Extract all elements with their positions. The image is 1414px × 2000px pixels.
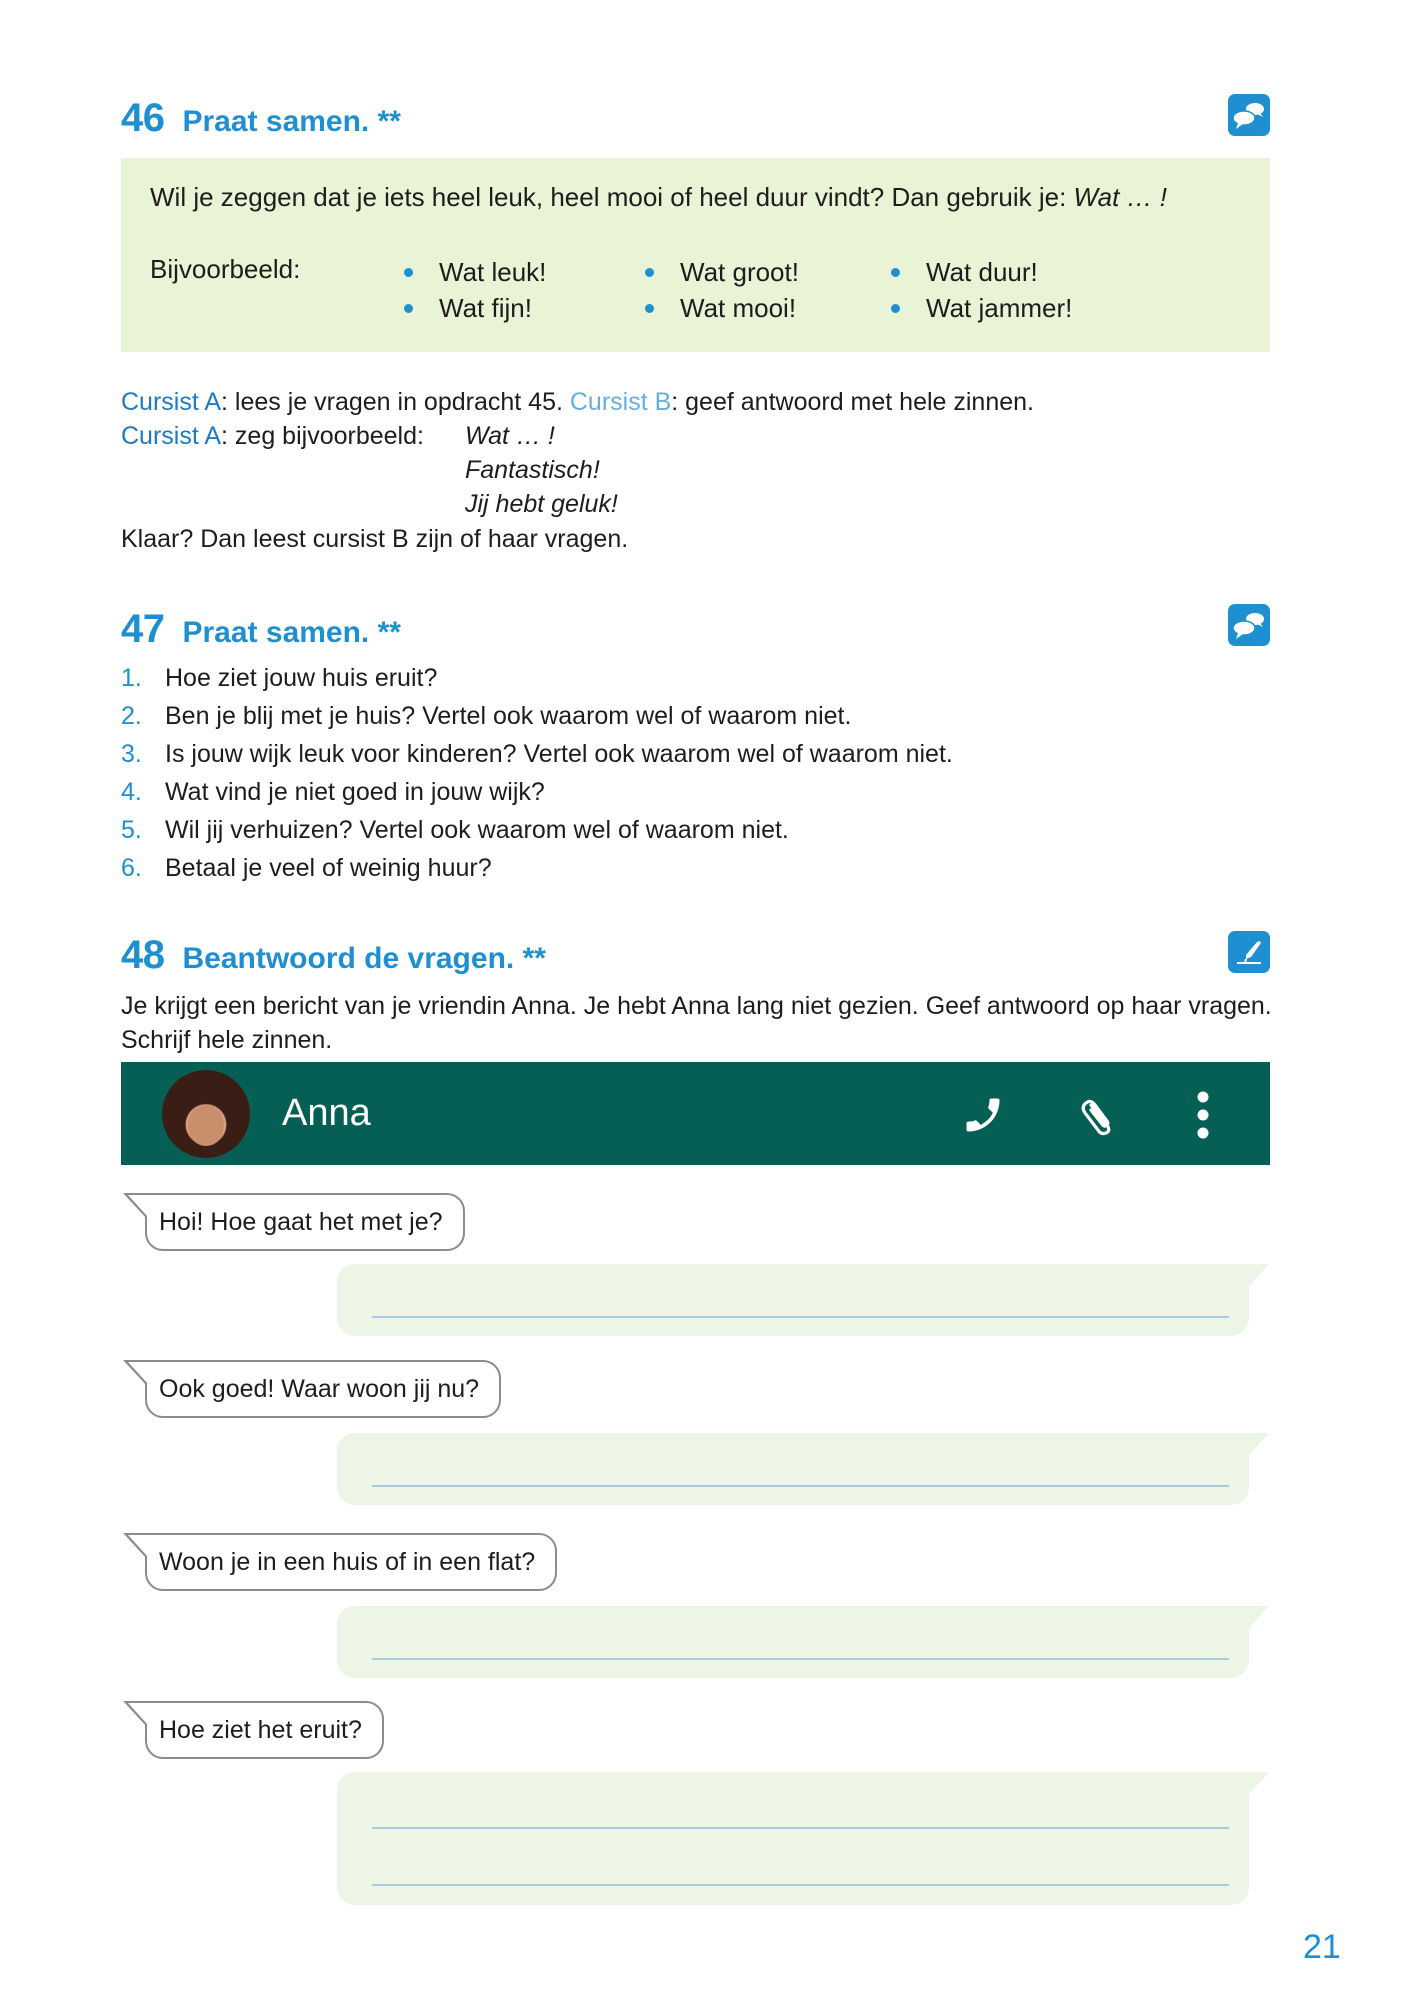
example-label: Bijvoorbeeld: — [150, 254, 301, 284]
example-text: Wat jammer! — [926, 293, 1073, 323]
info-text — [150, 182, 1167, 213]
speaker-a-label: Cursist A — [121, 388, 222, 416]
incoming-message — [145, 1360, 501, 1418]
question-item — [121, 697, 953, 735]
bullet-icon — [645, 304, 654, 313]
answer-bubble[interactable] — [337, 1772, 1249, 1905]
answer-line[interactable] — [372, 1658, 1229, 1660]
example-text: Wat mooi! — [680, 293, 797, 323]
bullet-icon — [891, 304, 900, 313]
example-column-3 — [891, 254, 1072, 326]
bullet-icon — [645, 268, 654, 277]
pen-writing-icon — [1228, 931, 1270, 973]
example-phrase: Fantastisch! — [465, 456, 600, 484]
avatar — [162, 1070, 250, 1158]
bullet-icon — [891, 268, 900, 277]
question-list — [121, 659, 953, 887]
example-item — [891, 254, 1072, 290]
exercise-47-header — [121, 607, 401, 652]
example-item — [645, 254, 799, 290]
exercise-title: Praat samen. ** — [182, 105, 401, 138]
answer-line[interactable] — [372, 1884, 1229, 1886]
example-text: Wat groot! — [680, 257, 799, 287]
question-text: Wat vind je niet goed in jouw wijk? — [165, 778, 545, 806]
instruction-line-1 — [121, 385, 1034, 419]
example-item — [645, 290, 799, 326]
info-text-italic: Wat … ! — [1073, 182, 1167, 212]
instruction-line-2 — [121, 419, 424, 453]
bullet-icon — [404, 304, 413, 313]
exercise-46-header — [121, 96, 401, 141]
info-text-main: Wil je zeggen dat je iets heel leuk, heel mooi of heel duur vindt? Dan gebruik je: — [150, 182, 1074, 212]
contact-name: Anna — [282, 1092, 371, 1134]
question-text: Wil jij verhuizen? Vertel ook waarom wel of waarom niet. — [165, 816, 789, 844]
info-box — [121, 158, 1270, 352]
answer-line[interactable] — [372, 1316, 1229, 1318]
speaker-a-label: Cursist A — [121, 422, 222, 450]
phone-icon[interactable] — [958, 1090, 1008, 1140]
question-item — [121, 811, 953, 849]
question-item — [121, 773, 953, 811]
question-text: Ben je blij met je huis? Vertel ook waarom wel of waarom niet. — [165, 702, 852, 730]
instruction-text: : lees je vragen in opdracht 45. — [221, 388, 570, 416]
question-text: Hoe ziet jouw huis eruit? — [165, 664, 438, 692]
question-number: 5. — [121, 816, 142, 844]
example-text: Wat leuk! — [439, 257, 547, 287]
answer-line[interactable] — [372, 1485, 1229, 1487]
message-text: Hoi! Hoe gaat het met je? — [159, 1207, 443, 1236]
exercise-number: 47 — [121, 607, 165, 651]
question-text: Is jouw wijk leuk voor kinderen? Vertel ook waarom wel of waarom niet. — [165, 740, 953, 768]
answer-line[interactable] — [372, 1827, 1229, 1829]
example-phrase: Wat … ! — [465, 422, 555, 450]
example-text: Wat duur! — [926, 257, 1038, 287]
instruction-text: : zeg bijvoorbeeld: — [221, 422, 424, 450]
bullet-icon — [404, 268, 413, 277]
question-item — [121, 735, 953, 773]
message-text: Woon je in een huis of in een flat? — [159, 1547, 536, 1576]
chat-header — [121, 1062, 1270, 1165]
speaker-b-label: Cursist B — [569, 388, 672, 416]
incoming-message — [145, 1701, 384, 1759]
exercise-number: 48 — [121, 933, 165, 977]
speech-bubbles-icon — [1228, 604, 1270, 646]
question-number: 3. — [121, 740, 142, 768]
example-item — [891, 290, 1072, 326]
incoming-message — [145, 1193, 465, 1251]
answer-bubble[interactable] — [337, 1433, 1249, 1505]
question-item — [121, 849, 953, 887]
exercise-title: Beantwoord de vragen. ** — [182, 942, 546, 975]
answer-bubble[interactable] — [337, 1264, 1249, 1336]
example-column-1 — [404, 254, 546, 326]
paperclip-icon[interactable] — [1074, 1090, 1124, 1140]
example-text: Wat fijn! — [439, 293, 532, 323]
example-item — [404, 254, 546, 290]
question-number: 6. — [121, 854, 142, 882]
instruction-text: : geef antwoord met hele zinnen. — [671, 388, 1034, 416]
more-vertical-icon[interactable] — [1178, 1090, 1228, 1140]
exercise-title: Praat samen. ** — [182, 616, 401, 649]
example-column-2 — [645, 254, 799, 326]
question-number: 2. — [121, 702, 142, 730]
exercise-48-header — [121, 933, 546, 978]
instruction-line-3: Klaar? Dan leest cursist B zijn of haar vragen. — [121, 525, 629, 553]
speech-bubbles-icon — [1228, 94, 1270, 136]
example-item — [404, 290, 546, 326]
incoming-message — [145, 1533, 557, 1591]
example-phrase: Jij hebt geluk! — [465, 490, 618, 518]
answer-bubble[interactable] — [337, 1606, 1249, 1678]
page-number: 21 — [1303, 1928, 1341, 1966]
question-item — [121, 659, 953, 697]
question-number: 4. — [121, 778, 142, 806]
exercise-number: 46 — [121, 96, 165, 140]
question-text: Betaal je veel of weinig huur? — [165, 854, 492, 882]
exercise-48-intro: Je krijgt een bericht van je vriendin Anna. Je hebt Anna lang niet gezien. Geef antwoord op haar vragen. Schrijf hele zinnen. — [121, 992, 1272, 1054]
message-text: Ook goed! Waar woon jij nu? — [159, 1374, 480, 1403]
question-number: 1. — [121, 664, 142, 692]
message-text: Hoe ziet het eruit? — [159, 1715, 362, 1744]
